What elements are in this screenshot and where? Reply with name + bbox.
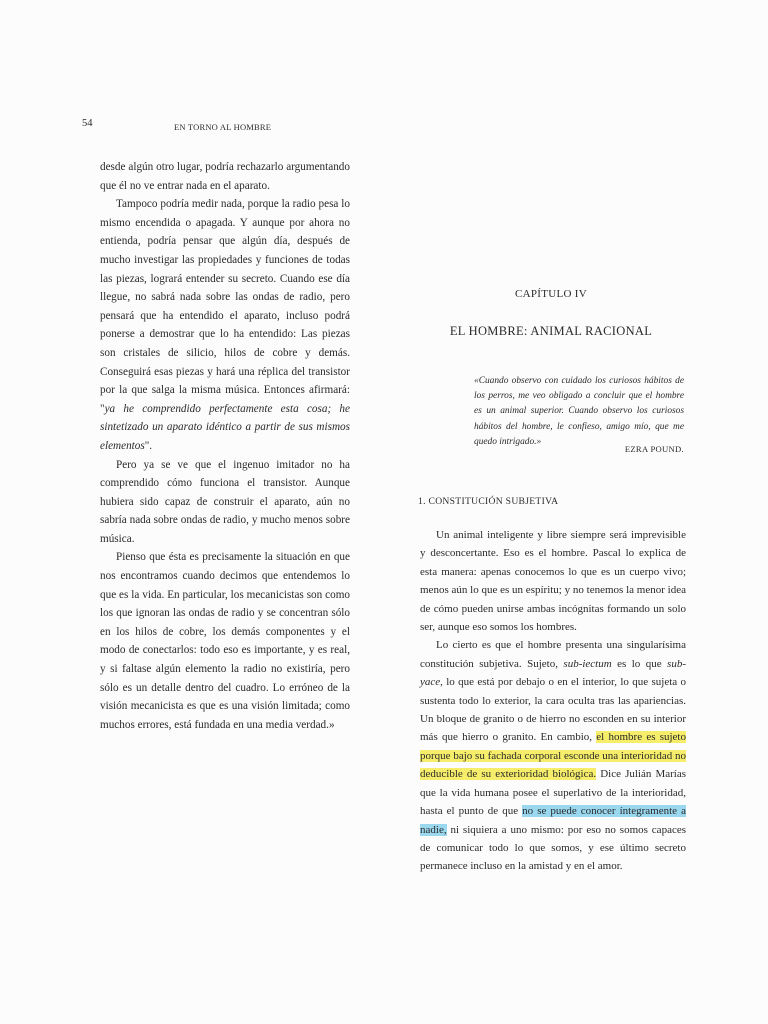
page-number: 54 <box>82 118 93 129</box>
right-page-body <box>420 526 686 876</box>
left-paragraph-2-text: Tampoco podría medir nada, porque la radio pesa lo mismo encendida o apagada. Y aunque por ahora no entienda, podría pensar que algún día, después de mucho investigar las propiedades y funciones de todas las piezas, logrará entender su secreto. Cuando ese día llegue, no sabrá nada sobre las ondas de radio, pero pensará que ha entendido el aparato, incluso podrá ponerse a demostrar que lo ha entendido: Las piezas son cristales de silicio, hilos de cobre y demás. Conseguirá esas piezas y hará una réplica del transistor por la que salga la misma música. Entonces afirmará: " <box>100 198 350 415</box>
yellow-highlight: el hombre es sujeto porque bajo su fachada corporal esconde una interioridad no deducible de su exterioridad biológica. <box>420 731 686 781</box>
left-paragraph-4: Pienso que ésta es precisamente la situación en que nos encontramos cuando decimos que entendemos lo que es la vida. En particular, los mecanicistas son como los que ignoran las ondas de radio y se concentran sólo en los hilos de cobre, los demás componentes y el modo de conectarlos: todo eso es importante, y es real, y si faltase algún elemento la radio no existiría, pero sólo es un detalle dentro del cuadro. Lo erróneo de la visión mecanicista es que es una visión limitada; como muchos errores, está fundada en una media verdad.» <box>100 551 350 731</box>
section-heading: 1. CONSTITUCIÓN SUBJETIVA <box>418 496 559 507</box>
left-paragraph-2-quote: ya he comprendido perfectamente esta cosa; he sintetizado un aparato idéntico a partir de sus mismos elementos <box>100 402 350 452</box>
left-paragraph-3: Pero ya se ve que el ingenuo imitador no ha comprendido cómo funciona el transistor. Aunque hubiera sido capaz de construir el aparato, aún no sabría nada sobre ondas de radio, y mucho menos sobre música. <box>100 458 350 545</box>
epigraph: «Cuando observo con cuidado los curiosos hábitos de los perros, me veo obligado a concluir que el hombre es un animal superior. Cuando observo los curiosos hábitos del hombre, le confieso, amigo mío, que me quedo intrigado.» <box>474 376 684 447</box>
left-paragraph-2-end: ". <box>144 439 153 452</box>
right-paragraph-2-text-d: Dice Julián Marías que la vida humana posee el superlativo de la interioridad, hasta el punto de que <box>420 768 686 818</box>
left-paragraph-2 <box>100 195 350 455</box>
left-page-body <box>100 158 350 734</box>
running-head-title: EN TORNO AL HOMBRE <box>174 122 272 132</box>
right-paragraph-2-text-e: ni siquiera a uno mismo: por eso no somos capaces de comunicar todo lo que somos, y ese último secreto permanece incluso en la amistad y en el amor. <box>420 823 686 873</box>
left-paragraph-1: desde algún otro lugar, podría rechazarlo argumentando que él no ve entrar nada en el aparato. <box>100 161 350 192</box>
right-paragraph-2-text-b: es lo que <box>611 657 668 670</box>
right-paragraph-2-italic-1: sub-iectum <box>563 657 612 670</box>
epigraph-author: EZRA POUND. <box>624 444 684 454</box>
chapter-label: CAPÍTULO IV <box>514 288 588 300</box>
right-paragraph-2 <box>420 636 686 875</box>
right-paragraph-2-text-c: , lo que está por debajo o en el interior, lo que sujeta o sustenta todo lo exterior, la cara oculta tras las apariencias. Un bloque de granito o de hierro no esconden en su interior más que hierro o granito. En cambio, <box>420 676 686 744</box>
right-paragraph-1: Un animal inteligente y libre siempre será imprevisible y desconcertante. Eso es el hombre. Pascal lo explica de esta manera: apenas conocemos lo que es un cuerpo vivo; menos aún lo que es un espíritu; y no tenemos la menor idea de cómo pueden unirse ambas incógnitas formando un solo ser, aunque eso somos los hombres. <box>420 529 686 634</box>
right-paragraph-2-italic-2: sub-yace <box>420 657 686 689</box>
blue-highlight: no se puede conocer íntegramente a nadie, <box>420 805 686 836</box>
chapter-title: EL HOMBRE: ANIMAL RACIONAL <box>449 324 653 338</box>
running-header <box>82 118 352 134</box>
right-paragraph-2-text-a: Lo cierto es que el hombre presenta una singularísima constitución subjetiva. Sujeto, <box>420 639 686 670</box>
